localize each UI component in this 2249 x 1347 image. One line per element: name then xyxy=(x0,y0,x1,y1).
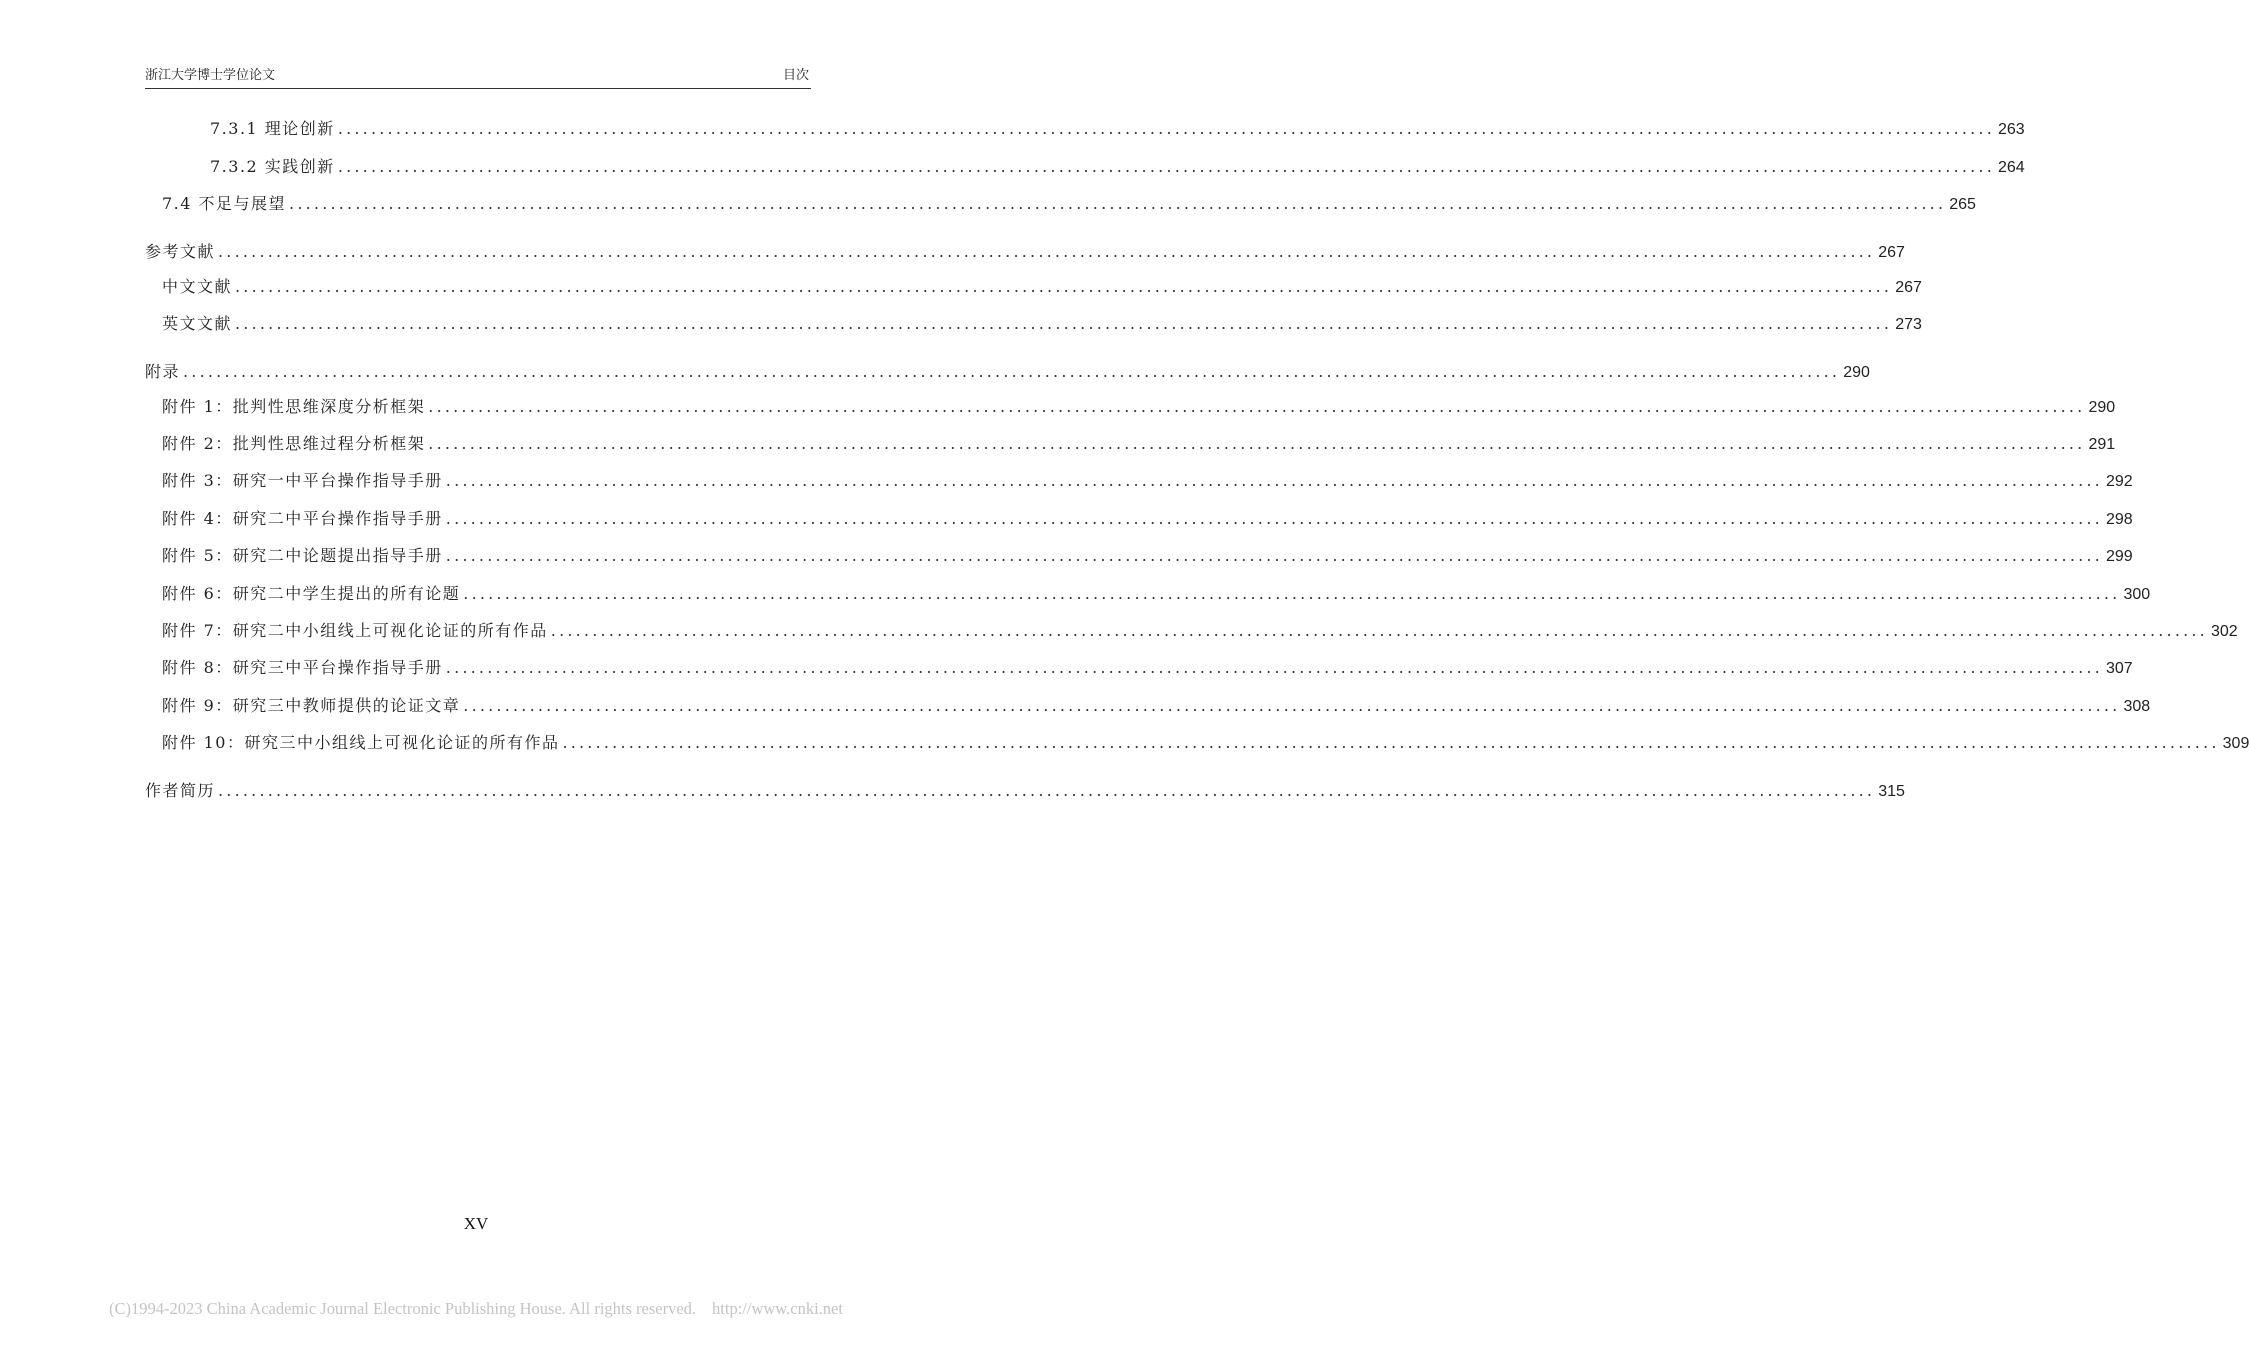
dot-leader: ........................................................................................................................................................................................................ xyxy=(445,471,2103,490)
toc-entry-title: 附录 xyxy=(145,362,181,381)
copyright-text: (C)1994-2023 China Academic Journal Electronic Publishing House. All rights reserved. xyxy=(109,1299,697,1318)
toc-entry[interactable] xyxy=(162,469,2133,493)
dot-leader: ........................................................................................................................................................................................................ xyxy=(428,397,2086,416)
toc-entry[interactable] xyxy=(145,360,1870,384)
section-label: 目次 xyxy=(782,68,809,83)
toc-entry-title: 附件 4：研究二中平台操作指导手册 xyxy=(162,509,443,528)
toc-entry[interactable] xyxy=(162,312,1922,336)
toc-entry[interactable] xyxy=(210,117,2025,141)
toc-entry[interactable] xyxy=(162,275,1922,299)
toc-entry[interactable] xyxy=(162,507,2133,531)
toc-entry-page: 302 xyxy=(2210,623,2238,640)
toc-entry-title: 7.4 不足与展望 xyxy=(162,194,287,213)
toc-entry-title: 英文文献 xyxy=(162,314,233,333)
dot-leader: ........................................................................................................................................................................................................ xyxy=(550,621,2208,640)
toc-entry-page: 298 xyxy=(2105,511,2133,528)
toc-entry-title: 附件 2：批判性思维过程分析框架 xyxy=(162,434,426,453)
dot-leader: ........................................................................................................................................................................................................ xyxy=(218,781,1876,800)
toc-entry[interactable] xyxy=(210,155,2025,179)
footer-url: http://www.cnki.net xyxy=(712,1299,843,1318)
dot-leader: ........................................................................................................................................................................................................ xyxy=(218,242,1876,261)
toc-entry[interactable] xyxy=(145,240,1905,264)
toc-entry[interactable] xyxy=(162,656,2133,680)
copyright-footer xyxy=(0,1299,952,1319)
dot-leader: ........................................................................................................................................................................................................ xyxy=(235,277,1893,296)
toc-entry-page: 300 xyxy=(2123,586,2151,603)
toc-entry-page: 299 xyxy=(2105,548,2133,565)
toc-entry-page: 290 xyxy=(1843,364,1870,381)
toc-entry-page: 263 xyxy=(1998,121,2025,138)
thesis-title: 浙江大学博士学位论文 xyxy=(145,68,276,83)
toc-entry-title: 附件 1：批判性思维深度分析框架 xyxy=(162,397,426,416)
dot-leader: ........................................................................................................................................................................................................ xyxy=(562,733,2220,752)
toc-entry-title: 7.3.1 理论创新 xyxy=(210,119,335,138)
toc-entry-page: 307 xyxy=(2105,660,2133,677)
toc-entry[interactable] xyxy=(162,192,1976,216)
dot-leader: ........................................................................................................................................................................................................ xyxy=(235,314,1893,333)
toc-entry[interactable] xyxy=(162,544,2133,568)
toc-entry-page: 267 xyxy=(1878,244,1905,261)
toc-entry-page: 308 xyxy=(2123,698,2151,715)
toc-entry-title: 附件 9：研究三中教师提供的论证文章 xyxy=(162,696,461,715)
dot-leader: ........................................................................................................................................................................................................ xyxy=(183,362,1841,381)
toc-entry-title: 附件 10：研究三中小组线上可视化论证的所有作品 xyxy=(162,733,560,752)
toc-entry-page: 264 xyxy=(1998,159,2025,176)
toc-entry-title: 7.3.2 实践创新 xyxy=(210,157,335,176)
toc-entry-title: 附件 7：研究二中小组线上可视化论证的所有作品 xyxy=(162,621,548,640)
toc-entry-page: 291 xyxy=(2088,436,2116,453)
toc-entry-title: 附件 8：研究三中平台操作指导手册 xyxy=(162,658,443,677)
dot-leader: ........................................................................................................................................................................................................ xyxy=(445,658,2103,677)
toc-entry-title: 附件 6：研究二中学生提出的所有论题 xyxy=(162,584,461,603)
dot-leader: ........................................................................................................................................................................................................ xyxy=(428,434,2086,453)
toc-entry-page: 265 xyxy=(1949,196,1976,213)
toc-entry[interactable] xyxy=(162,582,2151,606)
toc-entry[interactable] xyxy=(162,395,2116,419)
dot-leader: ........................................................................................................................................................................................................ xyxy=(337,119,1995,138)
toc-entry-title: 参考文献 xyxy=(145,242,216,261)
toc-entry-page: 292 xyxy=(2105,473,2133,490)
dot-leader: ........................................................................................................................................................................................................ xyxy=(445,546,2103,565)
toc-entry[interactable] xyxy=(145,779,1905,803)
toc-entry-page: 273 xyxy=(1895,316,1922,333)
toc-entry-page: 315 xyxy=(1878,783,1905,800)
page-number: XV xyxy=(463,1214,489,1233)
dot-leader: ........................................................................................................................................................................................................ xyxy=(289,194,1947,213)
toc-entry[interactable] xyxy=(162,619,2238,643)
toc-entry-page: 267 xyxy=(1895,279,1922,296)
dot-leader: ........................................................................................................................................................................................................ xyxy=(337,157,1995,176)
toc-entry-title: 作者简历 xyxy=(145,781,216,800)
toc-entry-title: 附件 5：研究二中论题提出指导手册 xyxy=(162,546,443,565)
toc-entry-title: 中文文献 xyxy=(162,277,233,296)
dot-leader: ........................................................................................................................................................................................................ xyxy=(463,696,2121,715)
toc-entry[interactable] xyxy=(162,432,2116,456)
running-header xyxy=(145,66,811,89)
dot-leader: ........................................................................................................................................................................................................ xyxy=(463,584,2121,603)
toc-entry-page: 309 xyxy=(2222,735,2249,752)
toc-entry-page: 290 xyxy=(2088,399,2116,416)
dot-leader: ........................................................................................................................................................................................................ xyxy=(445,509,2103,528)
toc-entry[interactable] xyxy=(162,731,2249,755)
toc-entry[interactable] xyxy=(162,694,2151,718)
toc-entry-title: 附件 3：研究一中平台操作指导手册 xyxy=(162,471,443,490)
